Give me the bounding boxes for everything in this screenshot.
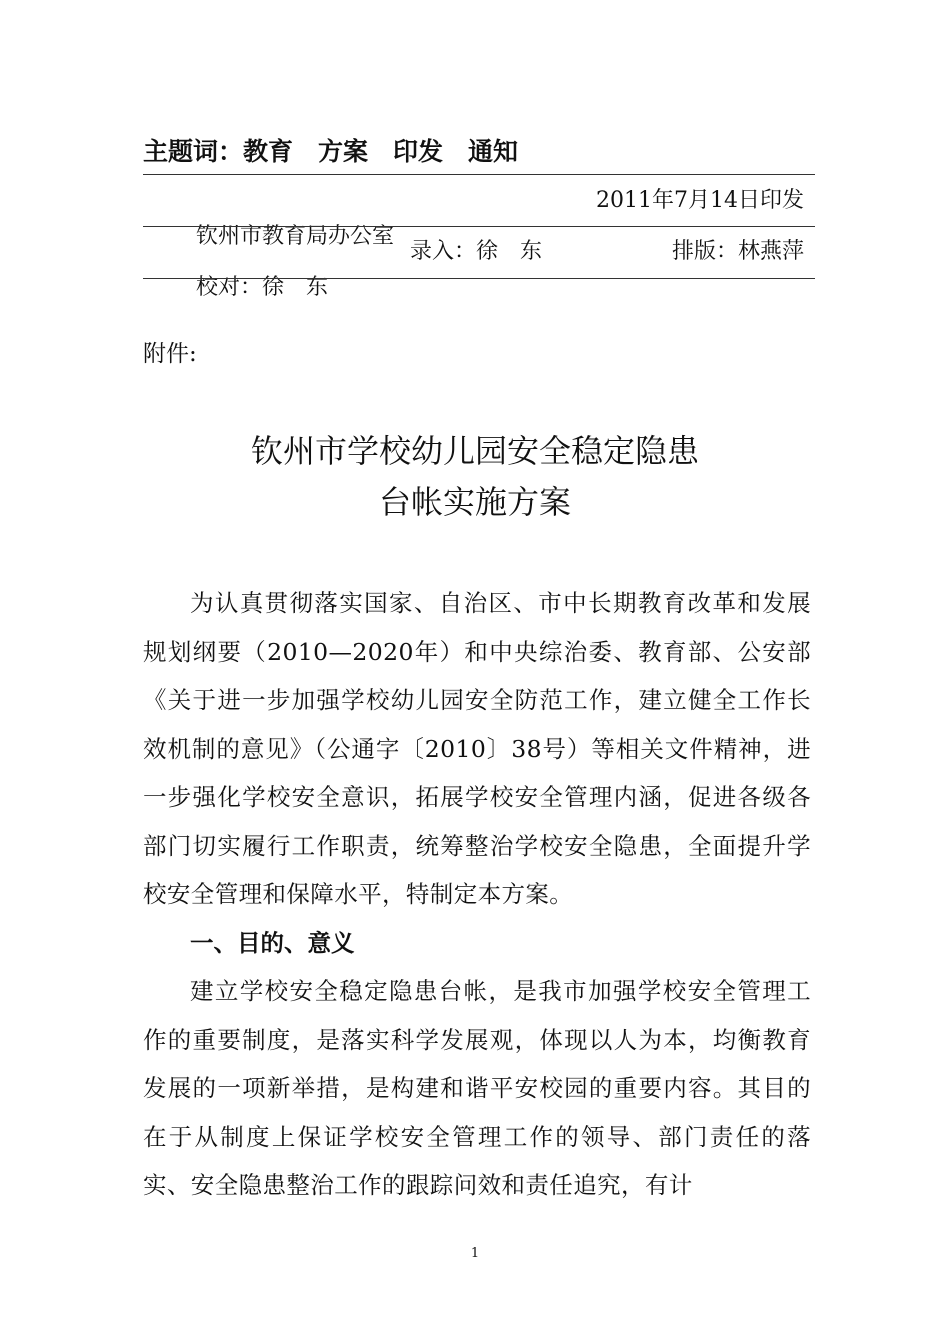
section-paragraph-purpose: 建立学校安全稳定隐患台帐，是我市加强学校安全管理工作的重要制度，是落实科学发展观，体现以人为本，均衡教育发展的一项新举措，是构建和谐平安校园的重要内容。其目的在于从制度上保证学校安全管理工作的领导、部门责任的落实、安全隐患整治工作的跟踪问效和责任追究，有计 <box>143 977 811 1199</box>
header-rule-top <box>143 174 815 175</box>
header-rule-middle <box>143 226 815 227</box>
header-rule-bottom <box>143 278 815 279</box>
issuer-name: 钦州市教育局办公室 <box>195 224 394 249</box>
proofreader: 校对：徐 东 <box>195 275 328 300</box>
section-heading-purpose: 一、目的、意义 <box>190 928 355 957</box>
credits-row <box>168 234 804 414</box>
typesetter: 排版：林燕萍 <box>671 239 804 264</box>
intro-paragraph: 为认真贯彻落实国家、自治区、市中长期教育改革和发展规划纲要（2010—2020年）和中央综治委、教育部、公安部《关于进一步加强学校幼儿园安全防范工作，建立健全工作长效机制的意见》（公通字〔2010〕38号）等相关文件精神，进一步强化学校安全意识，拓展学校安全管理内涵，促进各级各部门切实履行工作职责，统筹整治学校安全隐患，全面提升学校安全管理和保障水平，特制定本方案。 <box>143 589 811 908</box>
typist: 录入：徐 东 <box>410 239 543 264</box>
page-number: 1 <box>470 1246 480 1261</box>
document-body <box>143 579 811 1210</box>
subject-keywords: 主题词：教育 方案 印发 通知 <box>143 137 519 166</box>
attachment-label: 附件: <box>143 341 197 367</box>
document-title-line1: 钦州市学校幼儿园安全稳定隐患 <box>250 432 699 470</box>
issue-date: 2011年7月14日印发 <box>596 188 804 213</box>
document-title-line2: 台帐实施方案 <box>378 483 571 521</box>
